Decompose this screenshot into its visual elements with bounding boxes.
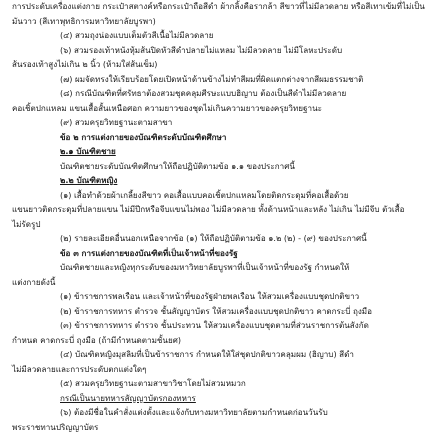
list-item: (๖) ต้องมีชื่อในคำสั่งแต่งตั้งและแจ้งกับทางมหาวิทยาลัยตามกำหนดก่อนวันรับ	[12, 405, 436, 420]
text-line: คอเชิ้ตปกแหลม แขนเสื้อสั้นเหนือศอก ความยาวของชุดไม่เกินความยาวของครุยวิทยฐานะ	[12, 101, 436, 116]
list-item: (๖) สวมรองเท้าหนังหุ้มส้นปิดหัวสีดำปลายไม่แหลม ไม่มีลวดลาย ไม่มีโลหะประดับ	[12, 43, 436, 58]
subsection-heading: ๒.๒ บัณฑิตหญิง	[12, 173, 436, 188]
list-item: (๕) สวมครุยวิทยฐานะตามสาขาวิชาโดยไม่สวมหมวก	[12, 376, 436, 391]
text-line: ไม่มีลวดลายและการประดับตกแต่งใดๆ	[12, 362, 436, 377]
subsection-heading: ๒.๑ บัณฑิตชาย	[12, 144, 436, 159]
list-item: (๓) ข้าราชการทหาร ตำรวจ ชั้นประทวน ให้สวมเครื่องแบบชุดตามที่ส่วนราชการต้นสังกัด	[12, 318, 436, 333]
list-item: (๗) ผมจัดทรงให้เรียบร้อยโดยเปิดหน้าด้านข้างไม่ทำสีผมที่ผิดแตกต่างจากสีผมธรรมชาติ	[12, 72, 436, 87]
text-line: มันวาว (สีเทาพุทธิการมหาวิทยาลัยบูรพา)	[12, 14, 436, 29]
section-heading: ข้อ ๒ การแต่งกายของบัณฑิตระดับบัณฑิตศึกษา	[12, 130, 436, 145]
list-item: (๘) กรณีบัณฑิตที่ศรัทธาต้องสวมชุดคลุมศีรษะแบบฮิญาบ ต้องเป็นสีดำไม่มีลวดลาย	[12, 86, 436, 101]
paragraph: บัณฑิตชายระดับบัณฑิตศึกษาให้ถือปฏิบัติตามข้อ ๑.๑ ของประกาศนี้	[12, 159, 436, 174]
text-line: พระราชทานปริญญาบัตร	[12, 420, 436, 434]
list-item: (๒) รายละเอียดอื่นนอกเหนือจากข้อ (๑) ให้ถือปฏิบัติตามข้อ ๑.๒ (๒) - (๙) ของประกาศนี้	[12, 231, 436, 246]
text-line: ส้นรองเท้าสูงไม่เกิน ๒ นิ้ว (ห้ามใส่ส้นเข็ม)	[12, 57, 436, 72]
list-item: (๔) สวมถุงน่องแบบเต็มตัวสีเนื้อไม่มีลวดลาย	[12, 28, 436, 43]
text-line: การประดับเครื่องแต่งกาย กระเป๋าสตางค์หรือกระเป๋าถือสีดำ ผ้ากลิ้งคือรากล้า สีขาวที่ไม่มีลวดลาย หรือสีเทาเข้มที่ไม่เป็น	[12, 0, 436, 14]
list-item: (๒) ข้าราชการทหาร ตำรวจ ชั้นสัญญาบัตร ให้สวมเครื่องแบบชุดปกติขาว คาดกระบี่ ถุงมือ	[12, 304, 436, 319]
list-item: (๑) เสื้อทำด้วยผ้าเกลี้ยงสีขาว คอเสื้อแบบคอเชิ้ตปกแหลมโดยติดกระดุมที่คอเสื้อด้วย	[12, 188, 436, 203]
list-item: (๑) ข้าราชการพลเรือน และเจ้าหน้าที่ของรัฐฝ่ายพลเรือน ให้สวมเครื่องแบบชุดปกติขาว	[12, 289, 436, 304]
section-heading: ข้อ ๓ การแต่งกายของบัณฑิตที่เป็นเจ้าหน้าที่ของรัฐ	[12, 246, 436, 261]
text-line: กำหนด คาดกระบี่ ถุงมือ (ถ้ามีกำหนดตามชั้นยศ)	[12, 333, 436, 348]
text-line: แต่งกายดังนี้	[12, 275, 436, 290]
subsection-heading: กรณีเป็นนายทหารสัญญาบัตรกองทหาร	[12, 391, 436, 406]
paragraph: บัณฑิตชายและหญิงทุกระดับของมหาวิทยาลัยบูรพาที่เป็นเจ้าหน้าที่ของรัฐ กำหนดให้	[12, 260, 436, 275]
text-line: แขนยาวติดกระดุมที่ปลายแขน ไม่มีปีกหรือจีบแขนไม่พอง ไม่มีลวดลาย ทั้งด้านหน้าและหลัง ไม่เกิน ไม่มีจีบ ตัวเสื้อ	[12, 202, 436, 217]
list-item: (๙) สวมครุยวิทยฐานะตามสาขา	[12, 115, 436, 130]
list-item: (๔) บัณฑิตหญิงมุสลิมที่เป็นข้าราชการ กำหนดให้ใส่ชุดปกติขาวคลุมผม (ฮิญาบ) สีดำ	[12, 347, 436, 362]
text-line: ไม่รัดรูป	[12, 217, 436, 232]
